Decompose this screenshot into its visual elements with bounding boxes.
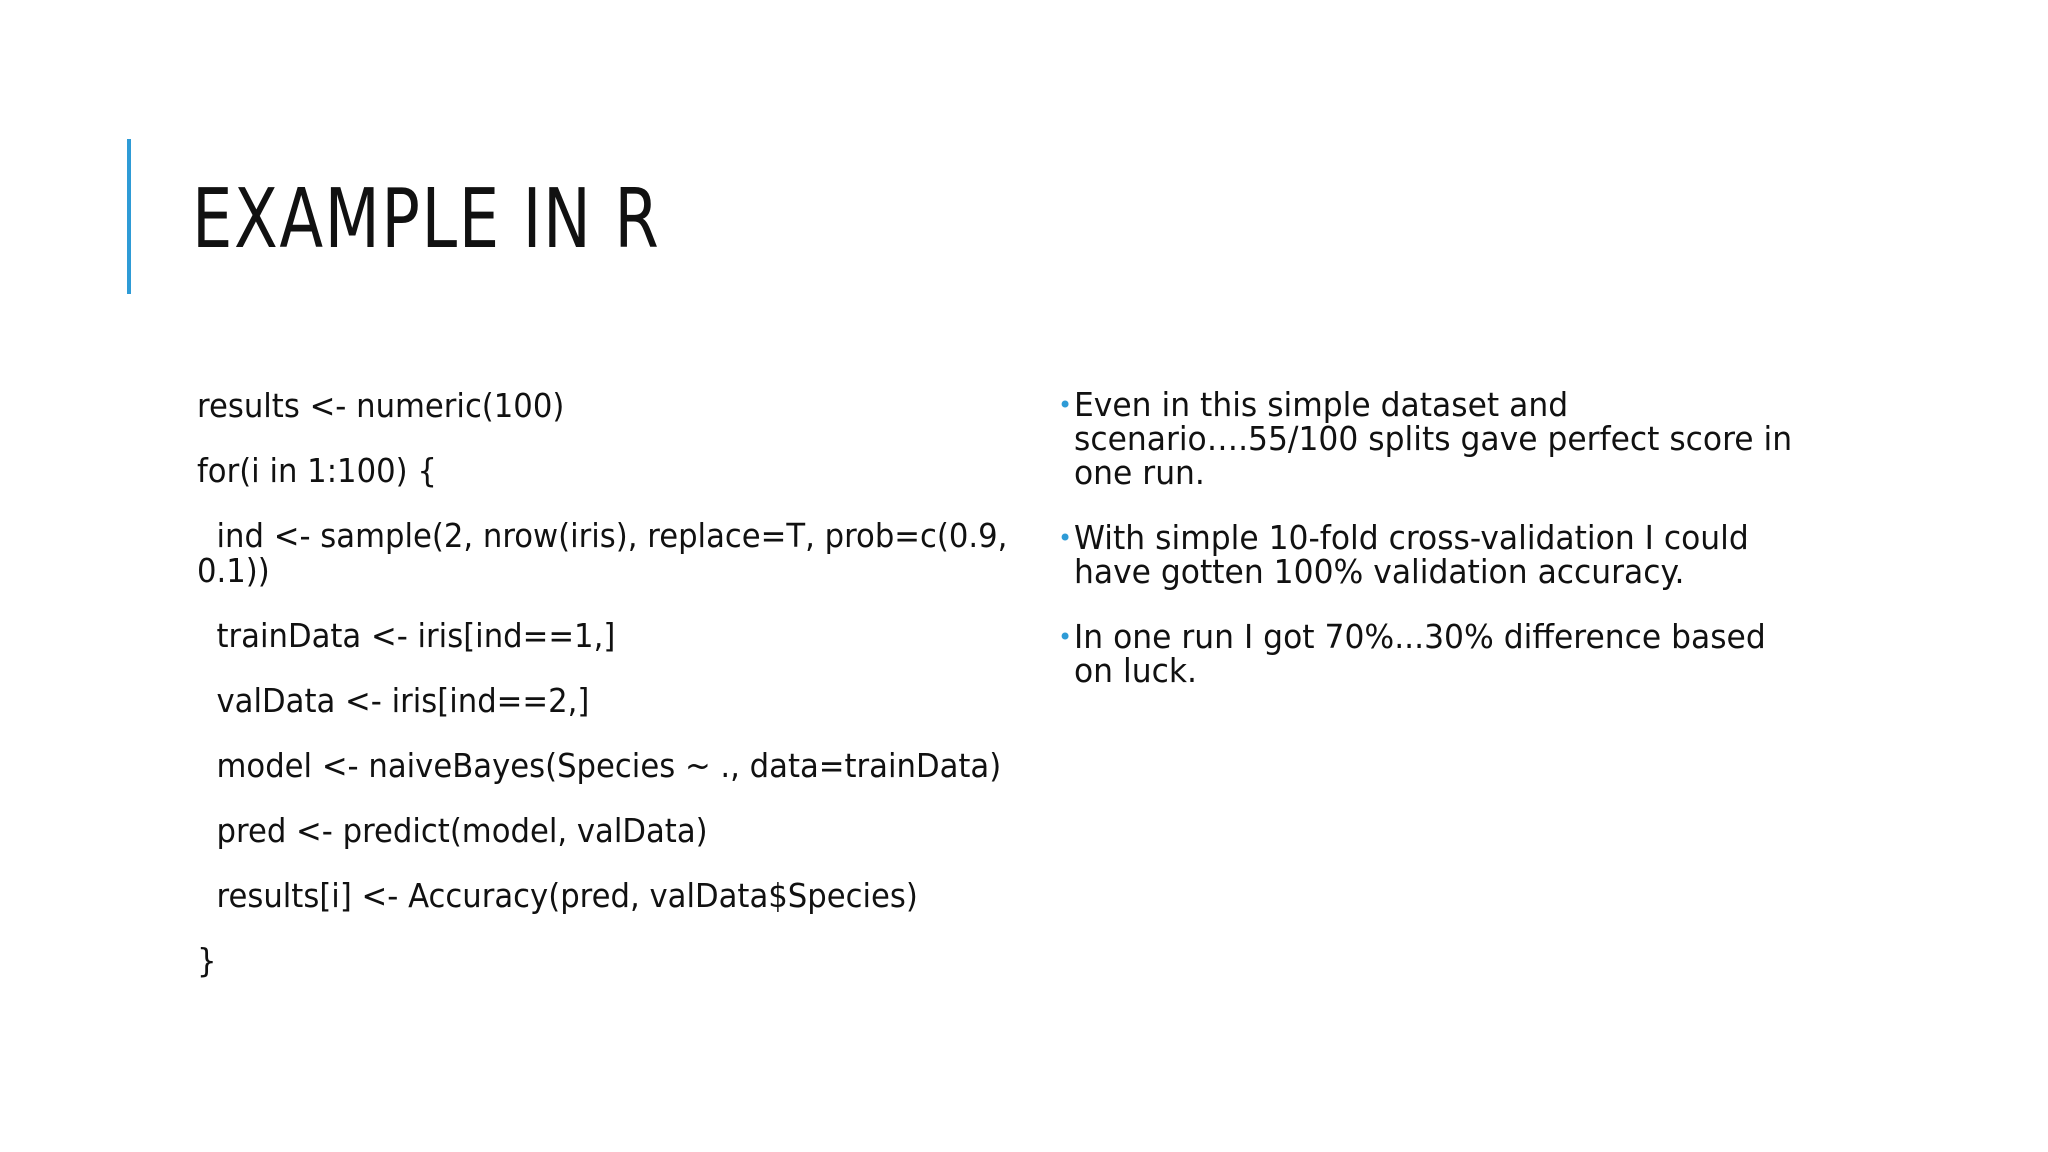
bullet-text: With simple 10-fold cross-validation I could have gotten 100% validation accuracy.: [1074, 518, 1749, 591]
bullet-item: [1058, 518, 1838, 591]
slide-title: EXAMPLE IN R: [192, 172, 661, 267]
code-line: valData <- iris[ind==2,]: [197, 681, 590, 720]
title-accent-bar: [127, 139, 131, 294]
bullet-item: [1058, 617, 1838, 690]
code-line: results[i] <- Accuracy(pred, valData$Species): [197, 876, 918, 915]
code-line: for(i in 1:100) {: [197, 451, 437, 490]
code-line: results <- numeric(100): [197, 386, 565, 425]
code-line: model <- naiveBayes(Species ~ ., data=trainData): [197, 746, 1002, 785]
bullet-item: [1058, 385, 1838, 492]
bullet-dot-icon: •: [1058, 524, 1073, 552]
code-line: trainData <- iris[ind==1,]: [197, 616, 616, 655]
bullet-list: [1058, 385, 1838, 719]
code-line: }: [197, 941, 217, 980]
bullet-text: Even in this simple dataset and scenario….55/100 splits gave perfect score in one run.: [1074, 385, 1793, 492]
bullet-dot-icon: •: [1058, 623, 1073, 651]
code-line: ind <- sample(2, nrow(iris), replace=T, prob=c(0.9, 0.1)): [197, 516, 1018, 590]
code-block: [197, 388, 1057, 1008]
code-line: pred <- predict(model, valData): [197, 811, 708, 850]
bullet-dot-icon: •: [1058, 391, 1073, 419]
bullet-text: In one run I got 70%...30% difference based on luck.: [1074, 617, 1766, 690]
